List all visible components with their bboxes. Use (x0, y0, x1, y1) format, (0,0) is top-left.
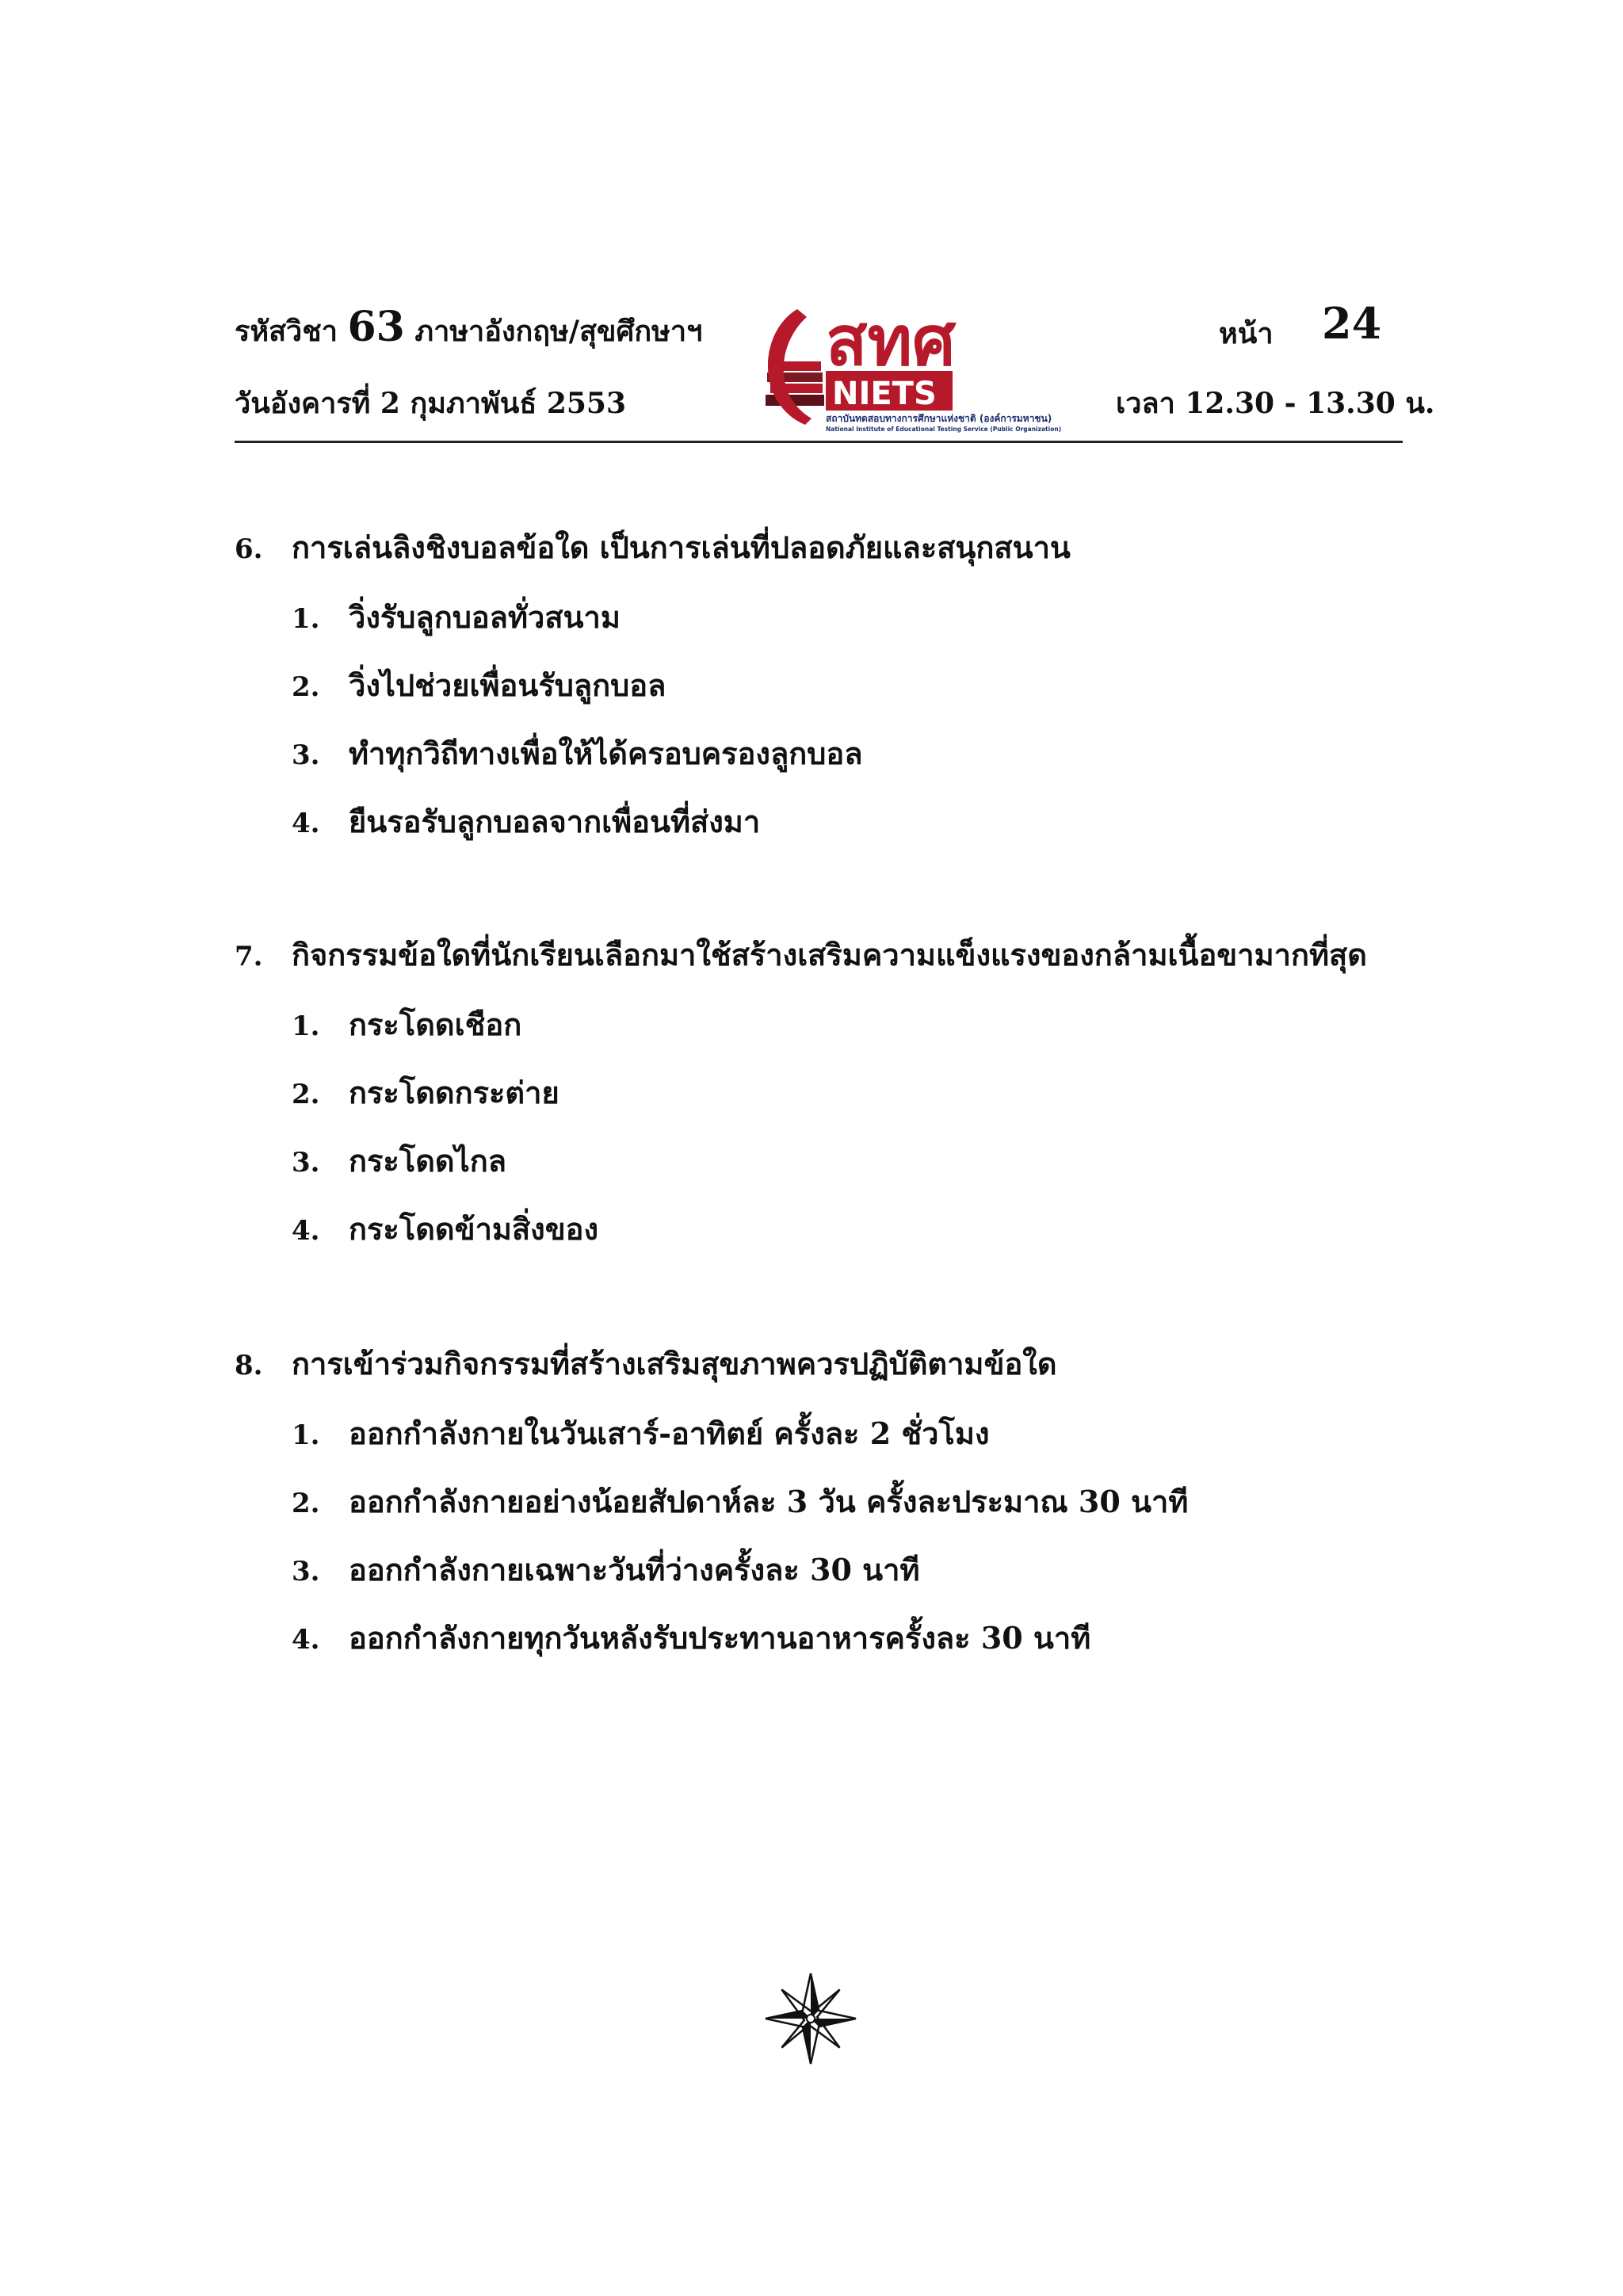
english-full-name: National Institute of Educational Testing Service (Public Organization) (826, 426, 1062, 433)
option-number: 2. (292, 671, 320, 703)
english-abbrev: NIETS (832, 376, 937, 412)
option-number: 4. (292, 808, 320, 839)
question-number: 6. (235, 533, 263, 565)
option-number: 3. (292, 1556, 320, 1587)
option-number: 2. (292, 1079, 320, 1110)
option-number: 1. (292, 603, 320, 635)
answer-option (292, 1477, 1471, 1523)
answer-option (292, 1068, 1471, 1114)
option-text: ออกกำลังกายในวันเสาร์-อาทิตย์ ครั้งละ 2 ชั่วโมง (349, 1415, 990, 1451)
option-text: กระโดดกระต่าย (349, 1075, 559, 1110)
niets-logo (750, 285, 1130, 434)
question-8 (235, 1339, 1471, 1660)
answer-option (292, 661, 1471, 707)
question-7 (235, 930, 1471, 1251)
option-number: 2. (292, 1488, 320, 1519)
page-label: หน้า (1219, 317, 1274, 350)
question-text: กิจกรรมข้อใดที่นักเรียนเลือกมาใช้สร้างเสริมความแข็งแรงของกล้ามเนื้อขามากที่สุด (292, 937, 1367, 972)
question-text: การเข้าร่วมกิจกรรมที่สร้างเสริมสุขภาพควรปฏิบัติตามข้อใด (292, 1346, 1057, 1381)
question-6 (235, 523, 1471, 843)
subject-line (235, 303, 702, 353)
option-text: ทำทุกวิถีทางเพื่อให้ได้ครอบครองลูกบอล (349, 735, 863, 771)
answer-option (292, 1545, 1471, 1591)
option-text: กระโดดข้ามสิ่งของ (349, 1211, 599, 1247)
option-number: 3. (292, 739, 320, 771)
option-number: 1. (292, 1010, 320, 1042)
option-text: วิ่งรับลูกบอลทั่วสนาม (349, 599, 621, 635)
answer-option (292, 1614, 1471, 1660)
answer-option (292, 1409, 1471, 1455)
answer-option (292, 1000, 1471, 1046)
answer-option (292, 797, 1471, 843)
option-text: ออกกำลังกายทุกวันหลังรับประทานอาหารครั้งละ 30 นาที (349, 1620, 1091, 1656)
question-text: การเล่นลิงชิงบอลข้อใด เป็นการเล่นที่ปลอดภัยและสนุกสนาน (292, 529, 1071, 565)
question-number: 8. (235, 1350, 263, 1381)
option-number: 4. (292, 1215, 320, 1247)
option-text: กระโดดเชือก (349, 1007, 522, 1042)
option-text: ออกกำลังกายอย่างน้อยสัปดาห์ละ 3 วัน ครั้งละประมาณ 30 นาที (349, 1484, 1189, 1519)
thai-full-name: สถาบันทดสอบทางการศึกษาแห่งชาติ (องค์การมหาชน) (826, 413, 1052, 424)
subject-name: ภาษาอังกฤษ/สุขศึกษาฯ (414, 315, 703, 348)
page-number: 24 (1322, 298, 1382, 349)
option-text: ออกกำลังกายเฉพาะวันที่ว่างครั้งละ 30 นาที (349, 1552, 920, 1587)
subject-code: 63 (347, 303, 405, 351)
option-number: 4. (292, 1624, 320, 1656)
subject-prefix: รหัสวิชา (235, 315, 338, 348)
option-number: 3. (292, 1147, 320, 1179)
option-number: 1. (292, 1419, 320, 1451)
answer-option (292, 593, 1471, 639)
option-text: ยืนรอรับลูกบอลจากเพื่อนที่ส่งมา (349, 804, 761, 839)
exam-time: เวลา 12.30 - 13.30 น. (1111, 380, 1434, 426)
thai-abbrev: สทศ (826, 302, 956, 381)
option-text: วิ่งไปช่วยเพื่อนรับลูกบอล (349, 667, 666, 703)
question-number: 7. (235, 941, 263, 972)
answer-option (292, 729, 1471, 775)
exam-date: วันอังคารที่ 2 กุมภาพันธ์ 2553 (235, 387, 627, 420)
answer-option (292, 1205, 1471, 1251)
answer-option (292, 1137, 1471, 1182)
compass-rose-icon (762, 1970, 859, 2067)
option-text: กระโดดไกล (349, 1143, 506, 1179)
header-divider (235, 441, 1403, 443)
